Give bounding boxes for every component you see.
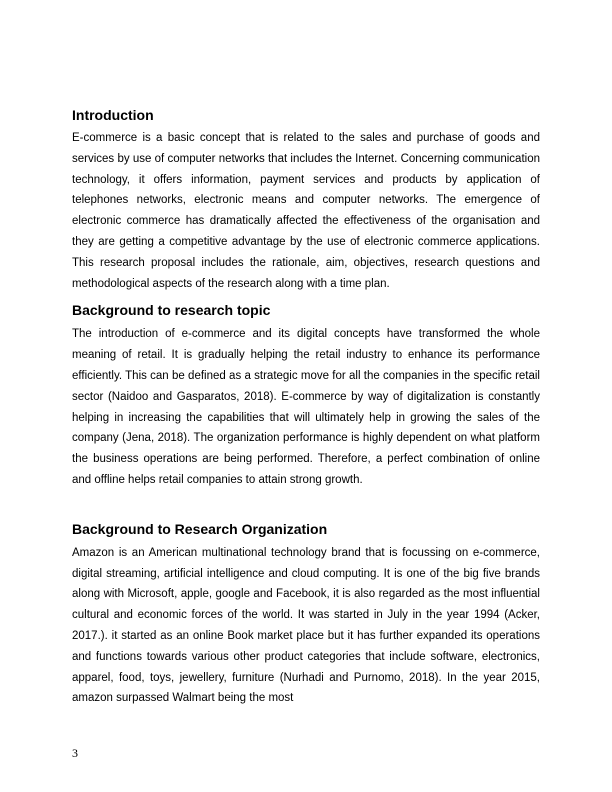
section-paragraph-background-research-organization: Amazon is an American multinational technology brand that is focussing on e-commerce, digital streaming, artificial intelligence and cloud computing. It is one of the big five brands along with Microsoft, apple, google and Facebook, it is also regarded as the most influential cultural and economic forces of the world. It was started in July in the year 1994 (Acker, 2017.). it started as an online Book market place but it has further expanded its operations and functions towards various other product categories that include software, electronics, apparel, food, toys, jewellery, furniture (Nurhadi and Purnomo, 2018). In the year 2015, amazon surpassed Walmart being the most [72,546,540,705]
page-content [72,105,540,709]
section-heading-introduction: Introduction [72,107,154,123]
section-heading-background-research-organization: Background to Research Organization [72,520,328,537]
section-heading-background-research-topic: Background to research topic [72,302,271,319]
section-paragraph-introduction: E-commerce is a basic concept that is related to the sales and purchase of goods and services by use of computer networks that includes the Internet. Concerning communication technology, it offers information, payment services and products by application of telephones networks, electronic means and computer networks. The emergence of electronic commerce has dramatically affected the effectiveness of the organisation and they are getting a competitive advantage by the use of electronic commerce applications. This research proposal includes the rationale, aim, objectives, research questions and methodological aspects of the research along with a time plan. [72,132,540,290]
section-paragraph-background-research-topic: The introduction of e-commerce and its digital concepts have transformed the whole meaning of retail. It is gradually helping the retail industry to enhance its performance efficiently. This can be defined as a strategic move for all the companies in the specific retail sector (Naidoo and Gasparatos, 2018). E-commerce by way of digitalization is constantly helping in increasing the capabilities that will ultimately help in growing the sales of the company (Jena, 2018). The organization performance is highly dependent on what platform the business operations are being performed. Therefore, a perfect combination of online and offline helps retail companies to attain strong growth. [72,328,540,486]
page-number: 3 [72,746,78,760]
